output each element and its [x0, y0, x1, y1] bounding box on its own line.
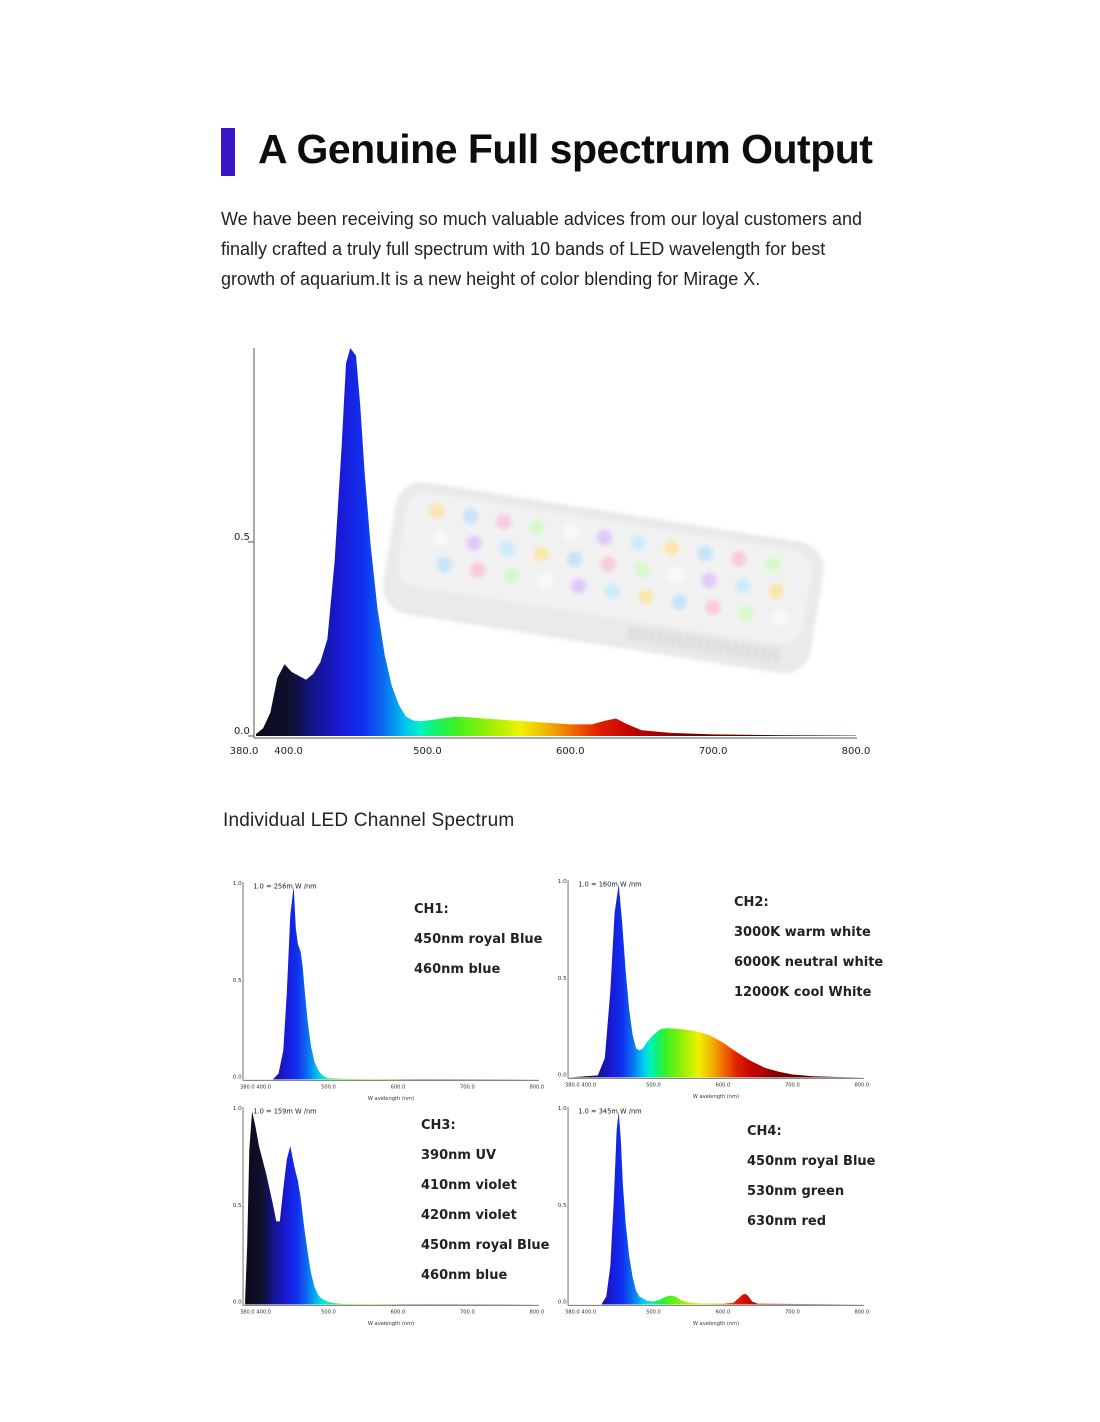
page-title: A Genuine Full spectrum Output [258, 126, 873, 172]
channel-name: CH4: [747, 1124, 782, 1139]
x-tick-label: 380.0 400.0 [565, 1309, 597, 1316]
channel-led-band: 420nm violet [421, 1208, 517, 1223]
full-spectrum-chart [226, 340, 886, 770]
y-tick-label: 0.0 [232, 1074, 242, 1081]
x-tick-label: 700.0 [460, 1309, 475, 1316]
x-axis-label: W avelength (nm) [692, 1093, 740, 1100]
scale-note: 1.0 = 256m W /nm [253, 882, 317, 891]
x-tick-label: 800.0 [854, 1082, 870, 1089]
y-tick-label: 0.0 [557, 1299, 567, 1306]
channel-led-band: 6000K neutral white [734, 955, 884, 970]
intro-paragraph: We have been receiving so much valuable advices from our loyal customers and finally crafted a truly full spectrum with 10 bands of LED wavelength for best growth of aquarium.It is a new height of color blending for Mirage X. [221, 209, 862, 289]
x-tick-label: 380.0 400.0 [565, 1082, 597, 1089]
x-tick-label: 600.0 [390, 1309, 406, 1316]
x-tick-label: 380.0 400.0 [240, 1309, 272, 1316]
x-tick-label: 600.0 [715, 1082, 731, 1089]
x-tick-label: 600.0 [390, 1084, 406, 1091]
y-tick-label: 1.0 [557, 1106, 567, 1113]
x-tick-label: 700.0 [785, 1082, 800, 1089]
x-axis-label: W avelength (nm) [367, 1095, 415, 1102]
channel-led-band: 12000K cool White [734, 985, 872, 1000]
channel-label-block [747, 1122, 875, 1242]
x-tick-label: 800.0 [529, 1309, 545, 1316]
channel-led-band: 450nm royal Blue [421, 1238, 550, 1253]
x-tick-label: 800.0 [854, 1309, 870, 1316]
channels-heading: Individual LED Channel Spectrum [223, 810, 515, 831]
channel-label-block [734, 893, 883, 1013]
channel-led-band: 410nm violet [421, 1178, 517, 1193]
x-tick-label: 380.0 400.0 [240, 1084, 272, 1091]
x-tick-label: 800.0 [841, 746, 871, 757]
x-tick-label: 700.0 [460, 1084, 475, 1091]
y-tick-label: 0.0 [557, 1072, 567, 1079]
channel-name: CH1: [414, 902, 449, 917]
scale-note: 1.0 = 159m W /nm [253, 1107, 317, 1116]
x-tick-label: 700.0 [698, 746, 728, 757]
x-tick-label: 600.0 [555, 746, 585, 757]
channel-led-band: 460nm blue [414, 962, 501, 977]
channel-led-band: 450nm royal Blue [414, 932, 543, 947]
y-tick-label: 0.5 [557, 1202, 567, 1209]
x-tick-label: 400.0 [274, 746, 303, 757]
x-tick-label: 500.0 [646, 1082, 661, 1089]
channel-led-band: 3000K warm white [734, 925, 871, 940]
title-accent-bar [221, 128, 235, 176]
channel-led-band: 450nm royal Blue [747, 1154, 876, 1169]
y-tick-label: 0.0 [232, 1299, 242, 1306]
channel-label-block [414, 900, 542, 990]
scale-note: 1.0 = 345m W /nm [578, 1107, 642, 1116]
channel-led-band: 460nm blue [421, 1268, 508, 1283]
x-tick-label: 500.0 [321, 1309, 336, 1316]
y-tick-label: 0.0 [234, 726, 250, 737]
channel-name: CH2: [734, 895, 769, 910]
y-tick-label: 0.5 [232, 977, 242, 984]
x-tick-label: 700.0 [785, 1309, 800, 1316]
x-axis-label: W avelength (nm) [692, 1320, 740, 1327]
channel-led-band: 390nm UV [421, 1148, 497, 1163]
y-tick-label: 1.0 [232, 881, 242, 888]
x-tick-label: 500.0 [413, 746, 442, 757]
y-tick-label: 0.5 [234, 532, 250, 543]
x-axis-label: W avelength (nm) [367, 1320, 415, 1327]
x-tick-label: 380.0 [229, 746, 259, 757]
x-tick-label: 800.0 [529, 1084, 545, 1091]
y-tick-label: 0.5 [557, 975, 567, 982]
channel-led-band: 530nm green [747, 1184, 845, 1199]
channel-led-band: 630nm red [747, 1214, 826, 1229]
channel-name: CH3: [421, 1118, 456, 1133]
y-tick-label: 1.0 [557, 879, 567, 886]
y-tick-label: 0.5 [232, 1202, 242, 1209]
channel-label-block [421, 1116, 549, 1296]
x-tick-label: 600.0 [715, 1309, 731, 1316]
scale-note: 1.0 = 160m W /nm [578, 880, 642, 889]
y-tick-label: 1.0 [232, 1106, 242, 1113]
x-tick-label: 500.0 [646, 1309, 661, 1316]
x-tick-label: 500.0 [321, 1084, 336, 1091]
led-fixture-illustration [381, 480, 826, 676]
